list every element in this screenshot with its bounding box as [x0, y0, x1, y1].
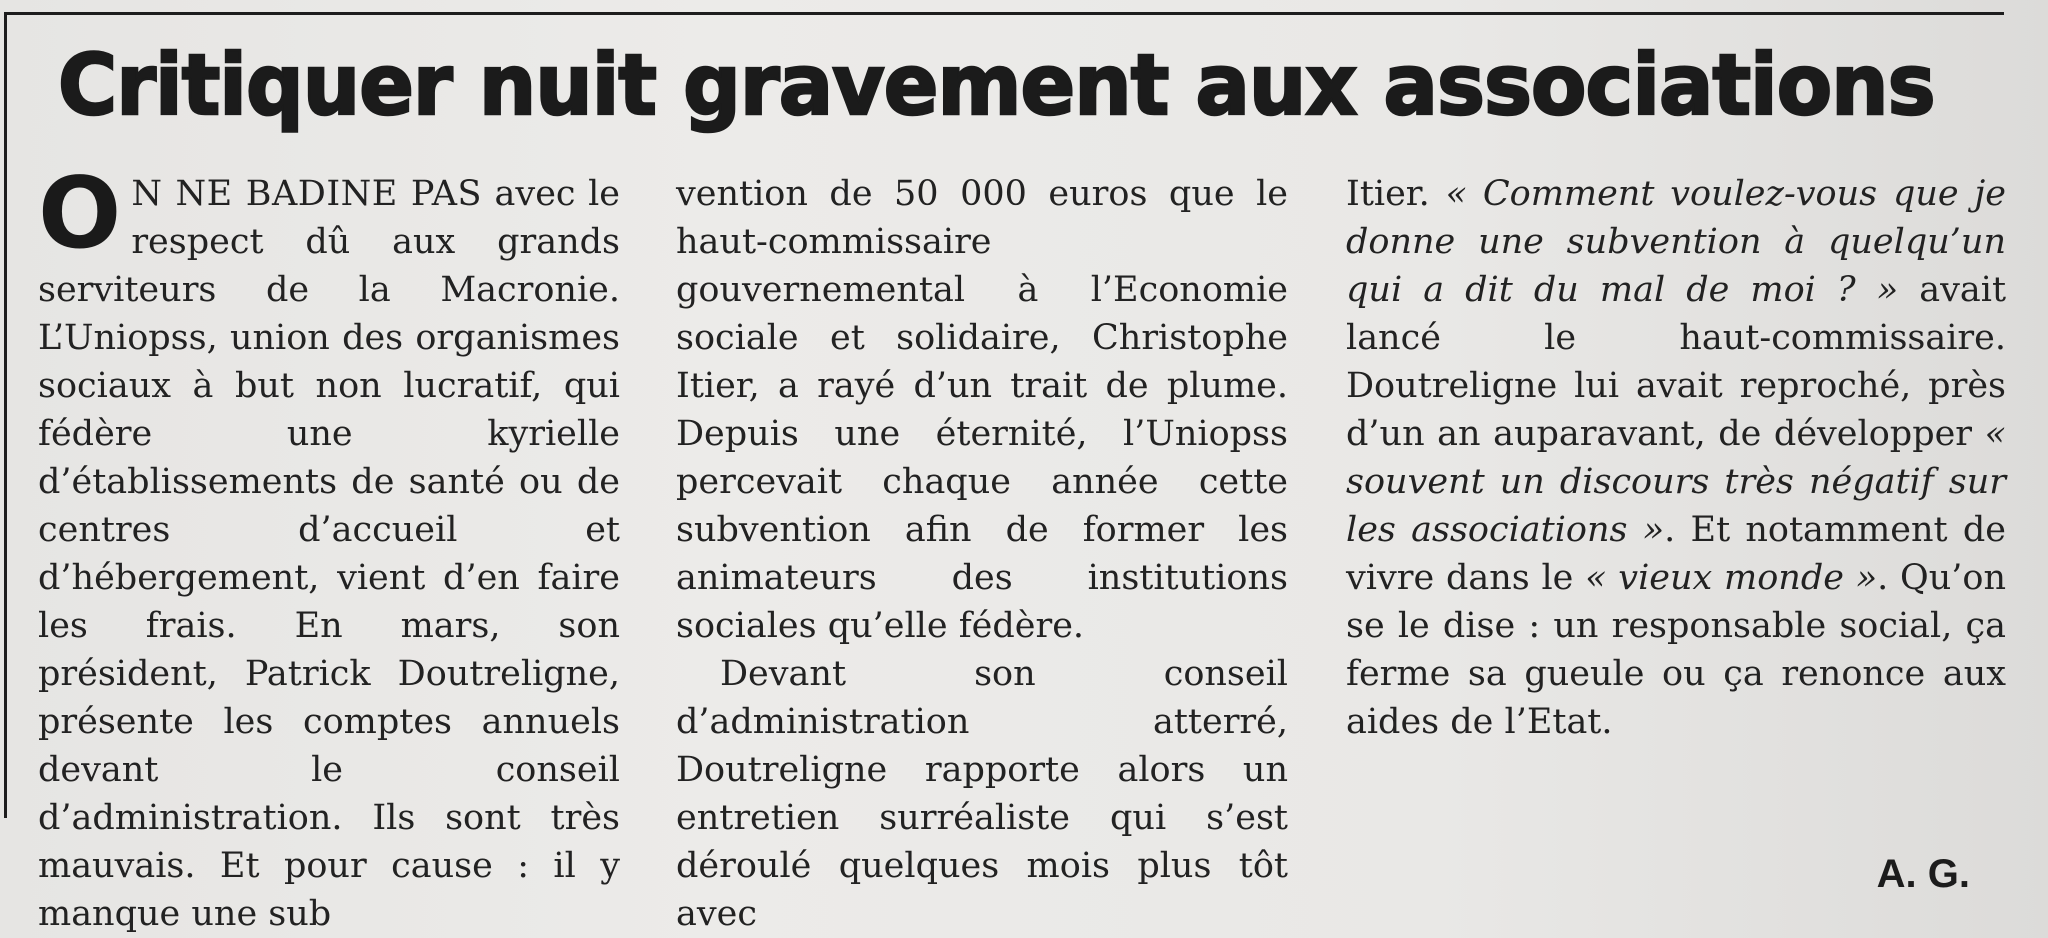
article-column-1 [38, 157, 620, 938]
lead-smallcaps: N NE BADINE PAS [131, 174, 482, 214]
quotation: « vieux monde » [1585, 558, 1878, 598]
left-rule [4, 12, 7, 818]
paragraph-text: avec le respect dû aux grands serviteurs de la Macronie. L’Uniopss, union des organismes sociaux à but non lucratif, qui fédère une kyrielle d’établissements de santé ou de centres d’accueil et d’hébergement, vient d’en faire les frais. En mars, son président, Patrick Doutreligne, présente les comptes annuels devant le conseil d’administration. Ils sont très mauvais. Et pour cause : il y manque une sub [38, 174, 620, 934]
drop-cap: O [38, 157, 122, 271]
author-signature: A. G. [1876, 852, 1970, 896]
quotation: « Comment voulez-vous que je donne une subvention à quelqu’un qui a dit du mal de moi ? » [1346, 174, 2006, 310]
article-headline: Critiquer nuit gravement aux associations [58, 36, 1935, 134]
paragraph: Devant son conseil d’administration atterré, Doutreligne rapporte alors un entretien surréaliste qui s’est déroulé quelques mois plus tôt avec [676, 654, 1288, 934]
paragraph: vention de 50 000 euros que le haut-commissaire gouvernemental à l’Economie sociale et solidaire, Christophe Itier, a rayé d’un trait de plume. Depuis une éternité, l’Uniopss percevait chaque année cette subvention afin de former les animateurs des institutions sociales qu’elle fédère. [676, 174, 1288, 646]
paragraph-text: avait lancé le haut-commissaire. Doutreligne lui avait reproché, près d’un an auparavant, de développer [1346, 270, 2007, 454]
paragraph [1346, 170, 2006, 746]
top-rule [6, 12, 2004, 15]
paragraph-text: . Qu’on se le dise : un responsable social, ça ferme sa gueule ou ça renonce aux aides de l’Etat. [1346, 558, 2006, 742]
paragraph [38, 157, 620, 938]
paragraph-text: Itier. [1346, 174, 1446, 214]
article-column-3 [1346, 170, 2006, 746]
quotation: « souvent un discours très négatif sur les associations » [1346, 414, 2006, 550]
article-column-2 [676, 170, 1288, 938]
paragraph-text: . Et notamment de vivre dans le [1346, 510, 2006, 598]
